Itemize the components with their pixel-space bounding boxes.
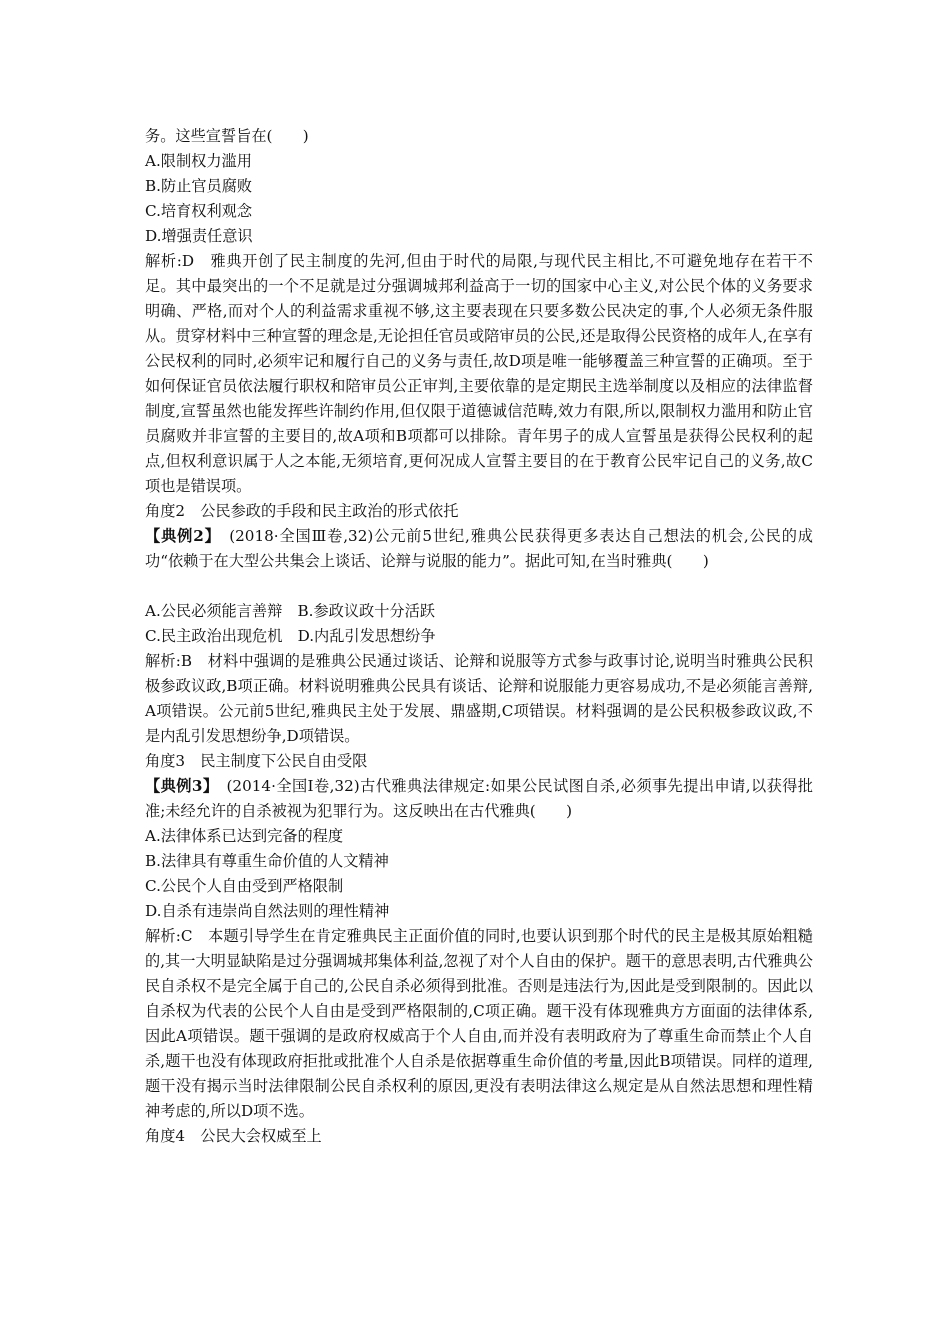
example-label: 【典例3】: [145, 777, 211, 795]
example-question: [145, 524, 813, 574]
option-c: C.公民个人自由受到严格限制: [145, 877, 344, 895]
analysis-paragraph: 解析:B 材料中强调的是雅典公民通过谈话、论辩和说服等方式参与政事讨论,说明当时雅典公民积极参政议政,B项正确。材料说明雅典公民具有谈话、论辩和说服能力更容易成功,不是必须能言善辩,A项错误。公元前5世纪,雅典民主处于发展、鼎盛期,C项错误。材料强调的是公民积极参政议政,不是内乱引发思想纷争,D项错误。: [145, 652, 813, 745]
option-c: C.培育权利观念: [145, 202, 253, 220]
analysis-paragraph: 解析:C 本题引导学生在肯定雅典民主正面价值的同时,也要认识到那个时代的民主是极其原始粗糙的,其一大明显缺陷是过分强调城邦集体利益,忽视了对个人自由的保护。题干的意思表明,古代雅典公民自杀权不是完全属于自己的,公民自杀必须得到批准。否则是违法行为,因此是受到限制的。因此以自杀权为代表的公民个人自由是受到严格限制的,C项正确。题干没有体现雅典方方面面的法律体系,因此A项错误。题干强调的是政府权威高于个人自由,而并没有表明政府为了尊重生命而禁止个人自杀,题干也没有体现政府拒批或批准个人自杀是依据尊重生命价值的考量,因此B项错误。同样的道理,题干没有揭示当时法律限制公民自杀权利的原因,更没有表明法律这么规定是从自然法思想和理性精神考虑的,所以D项不选。: [145, 927, 813, 1120]
question-stem: 务。这些宣誓旨在( ): [145, 127, 309, 145]
document-page: [145, 124, 813, 1149]
example-stem: (2018·全国Ⅲ卷,32)公元前5世纪,雅典公民获得更多表达自己想法的机会,公民的成功“依赖于在大型公共集会上谈话、论辩与说服的能力”。据此可知,在当时雅典( ): [145, 527, 813, 570]
example-question: [145, 774, 813, 824]
option-d: D.自杀有违崇尚自然法则的理性精神: [145, 902, 390, 920]
analysis-paragraph: 解析:D 雅典开创了民主制度的先河,但由于时代的局限,与现代民主相比,不可避免地存在若干不足。其中最突出的一个不足就是过分强调城邦利益高于一切的国家中心主义,对公民个体的义务要求明确、严格,而对个人的利益需求重视不够,这主要表现在只要多数公民决定的事,个人必须无条件服从。贯穿材料中三种宣誓的理念是,无论担任官员或陪审员的公民,还是取得公民资格的成年人,在享有公民权利的同时,必须牢记和履行自己的义务与责任,故D项是唯一能够覆盖三种宣誓的正确项。至于如何保证官员依法履行职权和陪审员公正审判,主要依靠的是定期民主选举制度以及相应的法律监督制度,宣誓虽然也能发挥些许制约作用,但仅限于道德诚信范畴,效力有限,所以,限制权力滥用和防止官员腐败并非宣誓的主要目的,故A项和B项都可以排除。青年男子的成人宣誓虽是获得公民权利的起点,但权利意识属于人之本能,无须培育,更何况成人宣誓主要目的在于教育公民牢记自己的义务,故C项也是错误项。: [145, 252, 813, 495]
section-heading: 角度2 公民参政的手段和民主政治的形式依托: [145, 502, 459, 520]
option-b: B.防止官员腐败: [145, 177, 253, 195]
section-heading: 角度3 民主制度下公民自由受限: [145, 752, 368, 770]
spacer: [145, 574, 813, 599]
option-b: B.法律具有尊重生命价值的人文精神: [145, 852, 389, 870]
option-a: A.限制权力滥用: [145, 152, 252, 170]
example-label: 【典例2】: [145, 527, 214, 545]
options-row: C.民主政治出现危机 D.内乱引发思想纷争: [145, 627, 436, 645]
section-heading: 角度4 公民大会权威至上: [145, 1127, 322, 1145]
option-d: D.增强责任意识: [145, 227, 253, 245]
option-a: A.法律体系已达到完备的程度: [145, 827, 344, 845]
options-row: A.公民必须能言善辩 B.参政议政十分活跃: [145, 602, 435, 620]
example-stem: (2014·全国Ⅰ卷,32)古代雅典法律规定:如果公民试图自杀,必须事先提出申请,以获得批准;未经允许的自杀被视为犯罪行为。这反映出在古代雅典( ): [145, 777, 813, 820]
